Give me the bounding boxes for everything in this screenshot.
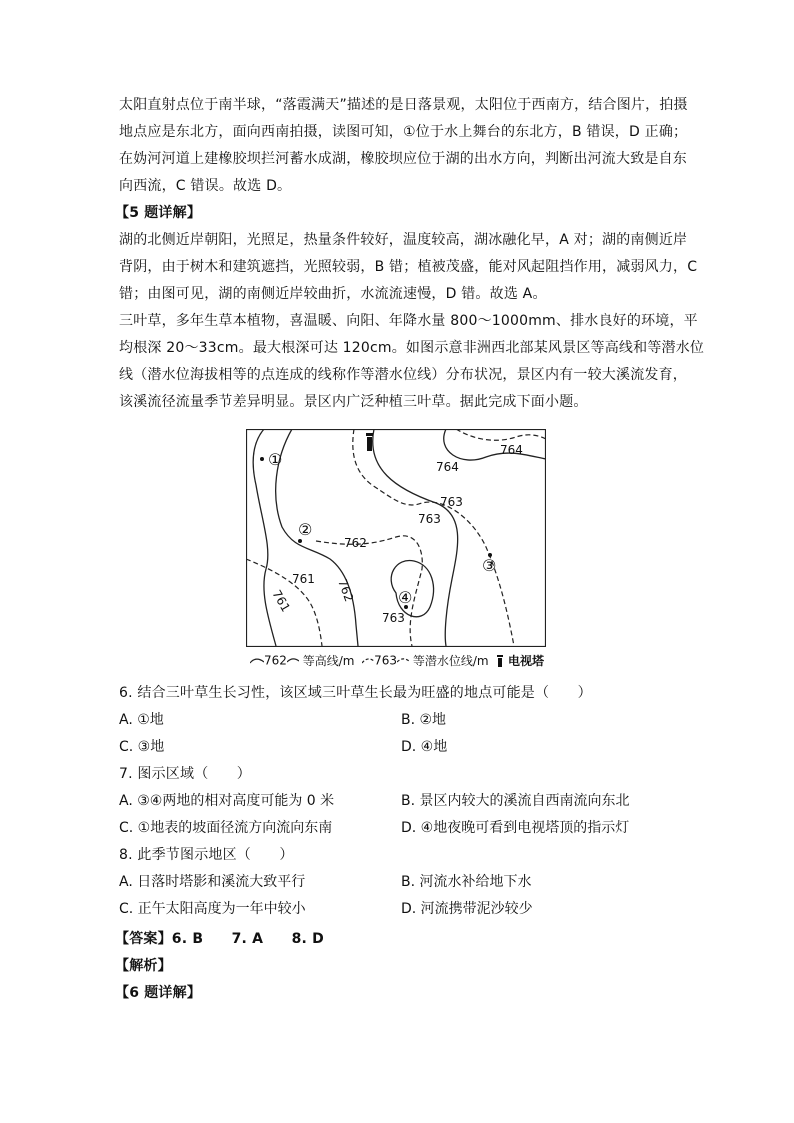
point-1-label: ① bbox=[268, 450, 283, 469]
point-4-label: ④ bbox=[398, 588, 413, 607]
legend-contour-sample: 762 bbox=[264, 653, 287, 668]
option: C. ①地表的坡面径流方向流向东南 bbox=[119, 820, 333, 836]
legend-contour-label: 等高线/m bbox=[302, 654, 355, 668]
section-heading: 【5 题详解】 bbox=[115, 205, 202, 221]
text-line: 三叶草，多年生草本植物，喜温暖、向阳、年降水量 800～1000mm、排水良好的环境，平 bbox=[119, 313, 698, 329]
option: A. ③④两地的相对高度可能为 0 米 bbox=[119, 793, 335, 809]
legend-tower-label: 电视塔 bbox=[508, 654, 545, 668]
text-line: 错；由图可见，湖的南侧近岸较曲折，水流流速慢，D 错。故选 A。 bbox=[119, 286, 547, 302]
text-line: 线（潜水位海拔相等的点连成的线称作等潜水位线）分布状况，景区内有一较大溪流发育， bbox=[119, 367, 687, 383]
question-stem: 8. 此季节图示地区（ ） bbox=[119, 847, 294, 863]
option: B. 河流水补给地下水 bbox=[401, 874, 532, 890]
text-line: 向西流，C 错误。故选 D。 bbox=[119, 178, 292, 194]
contour-legend-icon-tail bbox=[287, 656, 299, 666]
answer-line: 【答案】6. B 7. A 8. D bbox=[115, 931, 324, 947]
option: C. 正午太阳高度为一年中较小 bbox=[119, 901, 306, 917]
text-line: 背阴，由于树木和建筑遮挡，光照较弱，B 错；植被茂盛，能对风起阻挡作用，减弱风力，C bbox=[119, 259, 698, 275]
point-3-label: ③ bbox=[482, 556, 497, 575]
option: D. ④地 bbox=[401, 739, 448, 755]
contour-legend-icon bbox=[250, 656, 264, 666]
contour-value: 762 bbox=[335, 577, 357, 604]
legend-water-sample: 763 bbox=[374, 653, 398, 668]
contour-value: 763 bbox=[382, 611, 405, 625]
tv-tower-icon bbox=[366, 433, 373, 451]
question-stem: 7. 图示区域（ ） bbox=[119, 766, 252, 782]
contour-map bbox=[246, 429, 546, 647]
contour-value: 764 bbox=[436, 460, 459, 474]
contour-value: 761 bbox=[269, 587, 293, 615]
text-line: 均根深 20～33cm。最大根深可达 120cm。如图示意非洲西北部某风景区等高线和等潜水位 bbox=[119, 340, 705, 356]
option: C. ③地 bbox=[119, 739, 165, 755]
contour-value: 763 bbox=[418, 512, 441, 526]
option: A. 日落时塔影和溪流大致平行 bbox=[119, 874, 306, 890]
question-stem: 6. 结合三叶草生长习性，该区域三叶草生长最为旺盛的地点可能是（ ） bbox=[119, 685, 592, 701]
point-1-dot bbox=[260, 457, 264, 461]
text-line: 在妫河河道上建橡胶坝拦河蓄水成湖，橡胶坝应位于湖的出水方向，判断出河流大致是自东 bbox=[119, 151, 687, 167]
contour-value: 764 bbox=[500, 443, 523, 457]
contour-value: 761 bbox=[292, 572, 315, 586]
option: D. ④地夜晚可看到电视塔顶的指示灯 bbox=[401, 820, 630, 836]
option: D. 河流携带泥沙较少 bbox=[401, 901, 533, 917]
text-line: 地点应是东北方，面向西南拍摄，读图可知，①位于水上舞台的东北方，B 错误，D 正确； bbox=[119, 124, 688, 140]
water-legend-icon bbox=[362, 656, 374, 666]
text-line: 该溪流径流量季节差异明显。景区内广泛种植三叶草。据此完成下面小题。 bbox=[119, 394, 588, 410]
analysis-heading: 【解析】 bbox=[115, 958, 172, 974]
point-2-dot bbox=[298, 539, 302, 543]
text-line: 湖的北侧近岸朝阳，光照足，热量条件较好，温度较高，湖冰融化早，A 对；湖的南侧近岸 bbox=[119, 232, 688, 248]
text-line: 太阳直射点位于南半球，“落霞满天”描述的是日落景观，太阳位于西南方，结合图片，拍摄 bbox=[119, 97, 688, 113]
contour-value: 763 bbox=[440, 495, 463, 509]
tv-tower-legend-icon bbox=[496, 655, 504, 667]
point-2-label: ② bbox=[298, 520, 313, 539]
option: B. ②地 bbox=[401, 712, 447, 728]
contour-value: 762 bbox=[344, 536, 367, 550]
map-legend bbox=[250, 652, 590, 670]
option: A. ①地 bbox=[119, 712, 164, 728]
water-legend-icon-tail bbox=[397, 656, 409, 666]
legend-water-label: 等潜水位线/m bbox=[412, 654, 489, 668]
section-heading: 【6 题详解】 bbox=[115, 985, 202, 1001]
option: B. 景区内较大的溪流自西南流向东北 bbox=[401, 793, 630, 809]
